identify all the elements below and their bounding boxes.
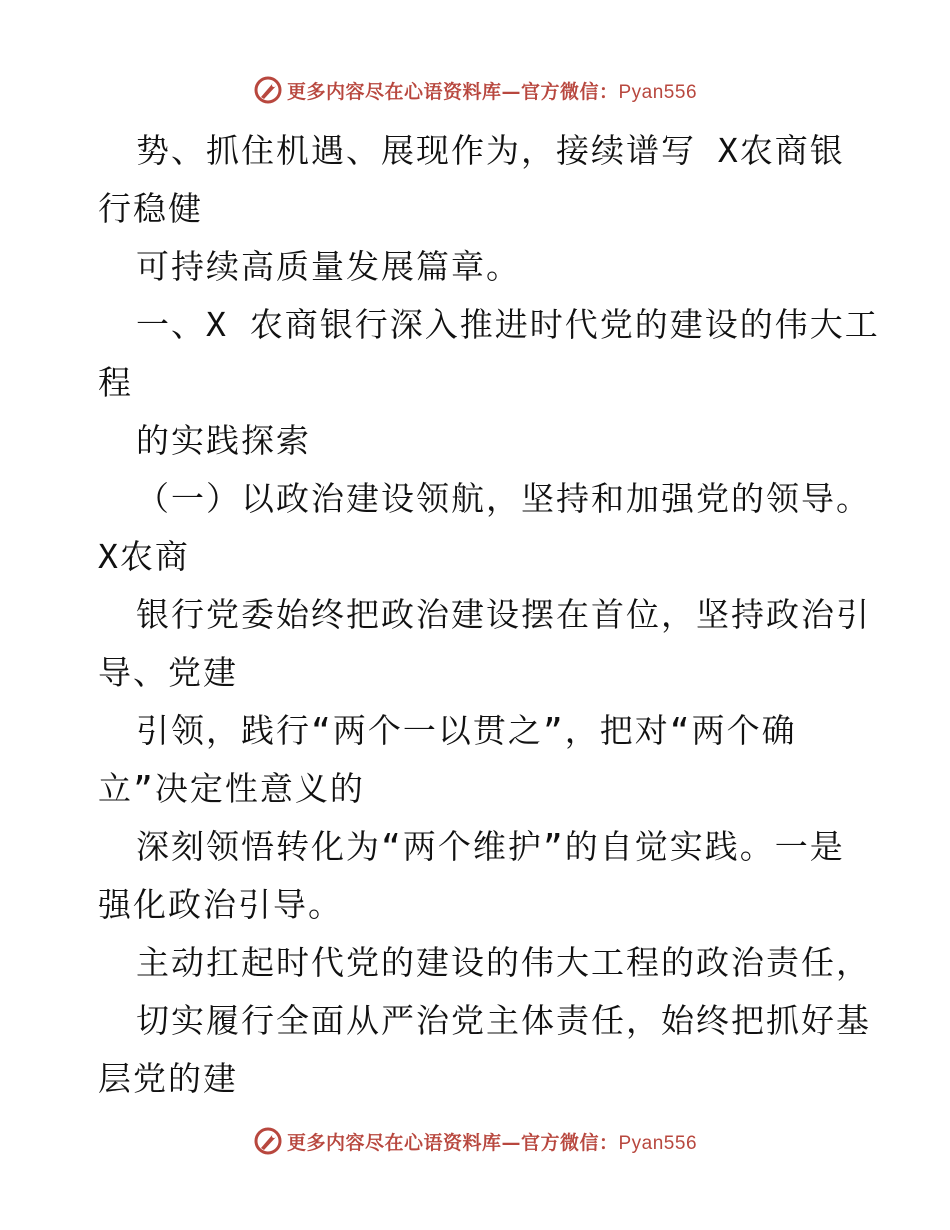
footer-banner-id: Pyan556	[618, 1132, 698, 1154]
header-banner-label: 更多内容尽在心语资料库—官方微信：	[286, 80, 619, 103]
body-line: 可持续高质量发展篇章。	[136, 247, 521, 286]
section-heading-cont: 程	[98, 363, 133, 402]
body-line: X农商	[98, 537, 190, 576]
body-line: 导、党建	[98, 653, 238, 692]
footer-banner-label: 更多内容尽在心语资料库—官方微信：	[286, 1131, 619, 1154]
header-banner	[0, 70, 950, 110]
pen-nib-circle-icon	[253, 75, 283, 105]
body-line: 立”决定性意义的	[98, 769, 365, 808]
body-line: 强化政治引导。	[98, 885, 343, 924]
document-body	[98, 122, 880, 1108]
body-line: 行稳健	[98, 189, 203, 228]
section-heading: 一、X 农商银行深入推进时代党的建设的伟大工	[136, 305, 880, 344]
body-line: 深刻领悟转化为“两个维护”的自觉实践。一是	[136, 827, 845, 866]
body-line: 切实履行全面从严治党主体责任，始终把抓好基	[136, 1001, 871, 1040]
body-line: 层党的建	[98, 1059, 238, 1098]
header-banner-id: Pyan556	[618, 81, 698, 103]
footer-banner-text	[287, 1128, 697, 1155]
pen-nib-circle-icon	[253, 1126, 283, 1156]
body-line: 引领，践行“两个一以贯之”，把对“两个确	[136, 711, 797, 750]
footer-banner	[0, 1121, 950, 1161]
section-heading-cont: 的实践探索	[136, 421, 311, 460]
body-line: 银行党委始终把政治建设摆在首位，坚持政治引	[136, 595, 871, 634]
body-line: 势、抓住机遇、展现作为，接续谱写 X农商银	[136, 131, 845, 170]
body-line: 主动扛起时代党的建设的伟大工程的政治责任，	[136, 943, 871, 982]
header-banner-text	[287, 77, 697, 104]
subsection-heading: （一）以政治建设领航，坚持和加强党的领导。	[136, 479, 871, 518]
